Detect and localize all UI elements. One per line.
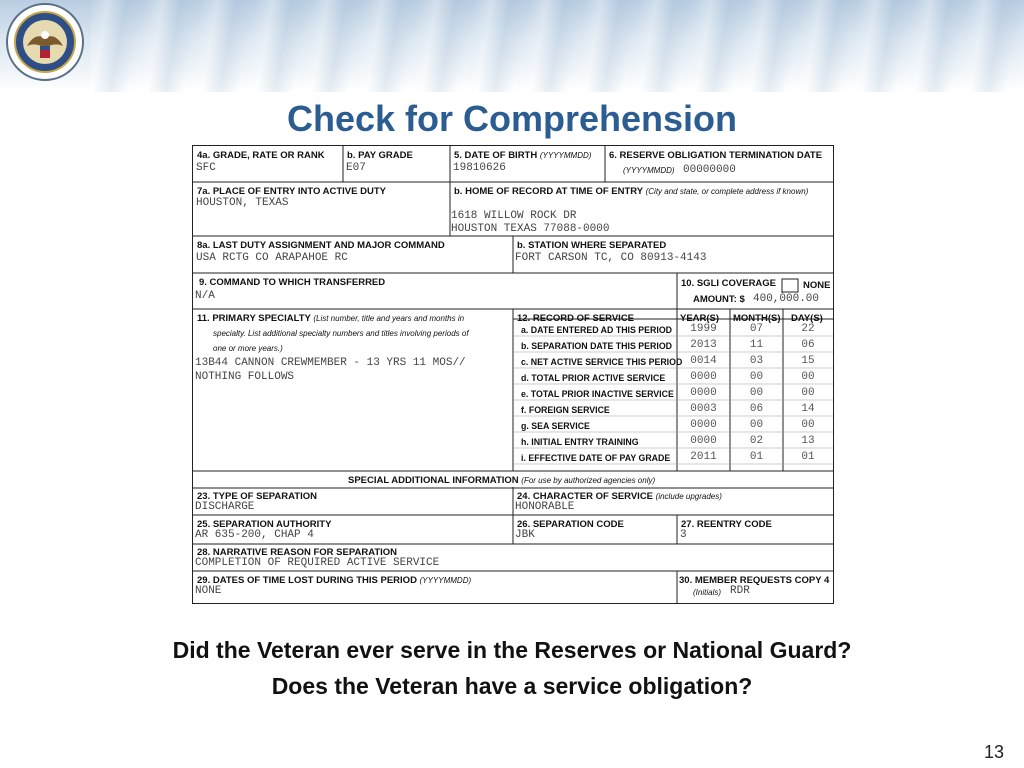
special-info-label: SPECIAL ADDITIONAL INFORMATION (For use by authorized agencies only) xyxy=(348,475,656,486)
service-row-month: 11 xyxy=(749,339,764,351)
f7b-line1: 1618 WILLOW ROCK DR xyxy=(451,210,577,222)
f11-label: 11. PRIMARY SPECIALTY (List number, title and years and months in xyxy=(197,313,465,324)
f4a-label: 4a. GRADE, RATE OR RANK xyxy=(197,150,325,161)
service-row-month: 00 xyxy=(749,371,764,383)
service-row-year: 0000 xyxy=(690,419,717,431)
service-row-year: 0014 xyxy=(690,355,717,367)
service-row-label: f. FOREIGN SERVICE xyxy=(521,405,610,415)
f27-value: 3 xyxy=(680,529,687,541)
f7b-line2: HOUSTON TEXAS 77088-0000 xyxy=(451,223,610,235)
f12-header-years: YEAR(S) xyxy=(680,313,720,324)
f11-line2: NOTHING FOLLOWS xyxy=(195,371,295,383)
service-row-year: 0000 xyxy=(690,371,717,383)
header-banner xyxy=(0,0,1024,92)
f4b-label: b. PAY GRADE xyxy=(347,150,413,161)
f7b-label: b. HOME OF RECORD AT TIME OF ENTRY (City and state, or complete address if known) xyxy=(454,186,809,197)
service-row-label: d. TOTAL PRIOR ACTIVE SERVICE xyxy=(521,373,666,383)
f28-value: COMPLETION OF REQUIRED ACTIVE SERVICE xyxy=(195,557,440,569)
service-row-month: 03 xyxy=(749,355,764,367)
f9-label: 9. COMMAND TO WHICH TRANSFERRED xyxy=(199,277,386,288)
service-row-month: 00 xyxy=(749,387,764,399)
f12-label: 12. RECORD OF SERVICE xyxy=(517,313,635,324)
f23-label: 23. TYPE OF SEPARATION xyxy=(197,491,318,502)
f27-label: 27. REENTRY CODE xyxy=(681,519,772,530)
service-row-day: 00 xyxy=(801,371,815,383)
f4a-value: SFC xyxy=(196,162,216,174)
f9-value: N/A xyxy=(195,290,215,302)
service-row-day: 22 xyxy=(801,323,815,335)
service-row-year: 0000 xyxy=(690,387,717,399)
service-row-day: 14 xyxy=(801,403,815,415)
f5-label: 5. DATE OF BIRTH (YYYYMMDD) xyxy=(454,150,592,161)
f24-label: 24. CHARACTER OF SERVICE (include upgrades) xyxy=(517,491,722,502)
f10-amount: 400,000.00 xyxy=(753,293,820,305)
f8a-value: USA RCTG CO ARAPAHOE RC xyxy=(196,252,348,264)
service-row-year: 0000 xyxy=(690,435,717,447)
f12-header-months: MONTH(S) xyxy=(733,313,781,324)
f7a-label: 7a. PLACE OF ENTRY INTO ACTIVE DUTY xyxy=(197,186,386,197)
service-row-year: 0003 xyxy=(690,403,717,415)
f10-label: 10. SGLI COVERAGE xyxy=(681,278,777,289)
banner-stripes xyxy=(90,0,1024,92)
f10-amount-label: AMOUNT: $ xyxy=(693,294,745,305)
f23-value: DISCHARGE xyxy=(195,501,255,513)
dd214-form xyxy=(192,145,834,604)
f7a-value: HOUSTON, TEXAS xyxy=(196,197,289,209)
f6-value: 00000000 xyxy=(683,164,736,176)
service-row-day: 00 xyxy=(801,419,815,431)
f25-value: AR 635-200, CHAP 4 xyxy=(195,529,314,541)
service-row-label: c. NET ACTIVE SERVICE THIS PERIOD xyxy=(521,357,683,367)
service-row-label: e. TOTAL PRIOR INACTIVE SERVICE xyxy=(521,389,674,399)
f12-header-days: DAY(S) xyxy=(791,313,823,324)
service-row-month: 00 xyxy=(749,419,764,431)
f8b-label: b. STATION WHERE SEPARATED xyxy=(517,240,667,251)
f24-value: HONORABLE xyxy=(515,501,575,513)
service-row-month: 06 xyxy=(749,403,764,415)
service-row-label: b. SEPARATION DATE THIS PERIOD xyxy=(521,341,673,351)
service-row-day: 00 xyxy=(801,387,815,399)
f30-hint: (Initials) xyxy=(693,588,722,597)
f11-line1: 13B44 CANNON CREWMEMBER - 13 YRS 11 MOS// xyxy=(195,357,466,369)
f6-hint: (YYYYMMDD) xyxy=(623,166,675,175)
f25-label: 25. SEPARATION AUTHORITY xyxy=(197,519,332,530)
f6-label: 6. RESERVE OBLIGATION TERMINATION DATE xyxy=(609,150,823,161)
f11-hint3: one or more years.) xyxy=(213,344,283,353)
service-row-day: 06 xyxy=(801,339,815,351)
service-row-year: 2011 xyxy=(690,451,717,463)
service-row-label: i. EFFECTIVE DATE OF PAY GRADE xyxy=(521,453,671,463)
f4b-value: E07 xyxy=(346,162,366,174)
f30-value: RDR xyxy=(730,585,750,597)
f10-none: NONE xyxy=(803,280,831,291)
question-reserves: Did the Veteran ever serve in the Reserves or National Guard? xyxy=(172,637,852,663)
service-row-month: 02 xyxy=(749,435,764,447)
service-row-month: 01 xyxy=(749,451,764,463)
service-row-label: h. INITIAL ENTRY TRAINING xyxy=(521,437,639,447)
page-number: 13 xyxy=(984,742,1005,762)
f26-label: 26. SEPARATION CODE xyxy=(517,519,624,530)
f29-value: NONE xyxy=(195,585,222,597)
service-row-year: 1999 xyxy=(690,323,717,335)
service-row-day: 01 xyxy=(801,451,815,463)
f26-value: JBK xyxy=(515,529,535,541)
service-row-label: g. SEA SERVICE xyxy=(521,421,590,431)
question-obligation: Does the Veteran have a service obligation? xyxy=(271,673,753,699)
service-row-month: 07 xyxy=(749,323,764,335)
service-row-day: 13 xyxy=(801,435,815,447)
f11-hint2: specialty. List additional specialty numbers and titles involving periods of xyxy=(213,329,469,338)
service-row-year: 2013 xyxy=(690,339,717,351)
service-row-day: 15 xyxy=(801,355,815,367)
f5-value: 19810626 xyxy=(453,162,506,174)
f30-label: 30. MEMBER REQUESTS COPY 4 xyxy=(679,575,830,586)
f28-label: 28. NARRATIVE REASON FOR SEPARATION xyxy=(197,547,398,558)
slide-title: Check for Comprehension xyxy=(286,98,738,139)
f29-label: 29. DATES OF TIME LOST DURING THIS PERIOD (YYYYMMDD) xyxy=(197,575,472,586)
va-seal-icon xyxy=(5,2,85,82)
f8a-label: 8a. LAST DUTY ASSIGNMENT AND MAJOR COMMAND xyxy=(197,240,445,251)
f8b-value: FORT CARSON TC, CO 80913-4143 xyxy=(515,252,707,264)
service-row-label: a. DATE ENTERED AD THIS PERIOD xyxy=(521,325,673,335)
